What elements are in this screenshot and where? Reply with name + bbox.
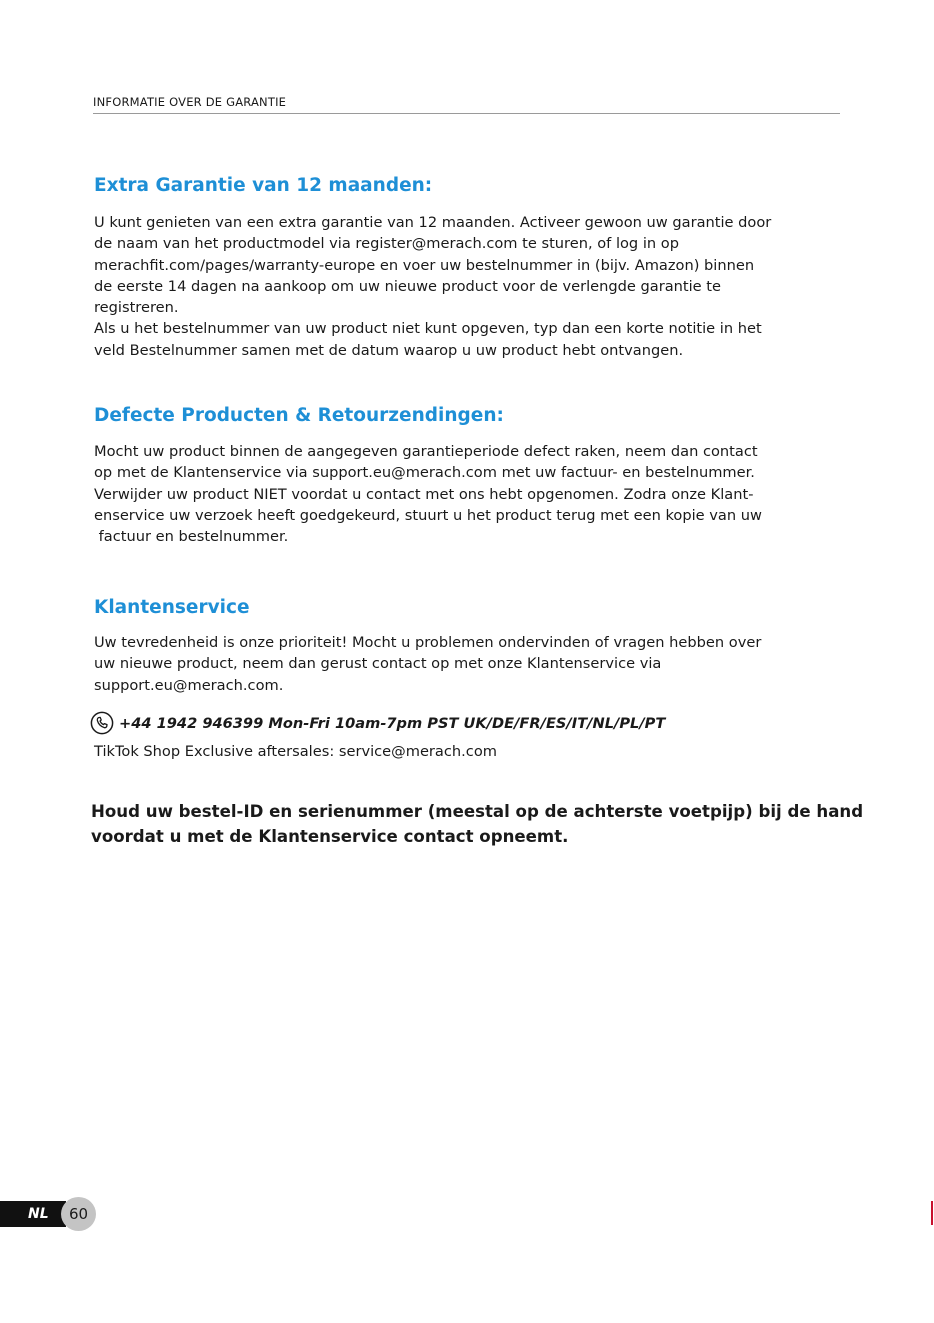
bold-notice [91,799,863,849]
paragraph-line: veld Bestelnummer samen met de datum waarop u uw product hebt ontvangen. [94,341,684,359]
header-title: INFORMATIE OVER DE GARANTIE [93,95,287,109]
footer-language-label: NL [28,1206,49,1222]
notice-line: Houd uw bestel-ID en serienummer (meestal op de achterste voetpijp) bij de hand [91,802,864,821]
paragraph-line: merachfit.com/pages/warranty-europe en voer uw bestelnummer in (bijv. Amazon) binnen [94,256,755,274]
paragraph-line: support.eu@merach.com. [94,676,284,694]
paragraph-line: registreren. [94,299,179,317]
section-heading-extra-warranty: Extra Garantie van 12 maanden: [94,175,433,196]
section-body-defects-returns [94,441,846,547]
paragraph-line: Als u het bestelnummer van uw product niet kunt opgeven, typ dan een korte notitie in het [94,320,762,338]
section-body-extra-warranty [94,212,846,361]
paragraph-line: Uw tevredenheid is onze prioriteit! Mocht u problemen ondervinden of vragen hebben over [94,634,762,651]
page-number-badge [61,1197,96,1231]
paragraph-line: de eerste 14 dagen na aankoop om uw nieuwe product voor de verlengde garantie te [94,277,721,295]
page-edge-mark [931,1201,933,1225]
paragraph-line: U kunt genieten van een extra garantie van 12 maanden. Activeer gewoon uw garantie door [94,214,772,231]
page-number: 60 [68,1205,89,1223]
section-body-customer-service [94,632,846,696]
notice-line: voordat u met de Klantenservice contact opneemt. [91,827,569,846]
phone-contact-row [90,711,665,735]
paragraph-line: op met de Klantenservice via support.eu@merach.com met uw factuur- en bestelnummer. [94,464,755,482]
tiktok-aftersales-text: TikTok Shop Exclusive aftersales: service@merach.com [94,743,497,760]
paragraph-line: Verwijder uw product NIET voordat u contact met ons hebt opgenomen. Zodra onze Klant- [94,485,754,503]
section-heading-customer-service: Klantenservice [94,597,250,618]
paragraph-line: factuur en bestelnummer. [94,528,289,546]
paragraph-line: Mocht uw product binnen de aangegeven garantieperiode defect raken, neem dan contact [94,443,758,460]
paragraph-line: enservice uw verzoek heeft goedgekeurd, stuurt u het product terug met een kopie van uw [94,506,762,524]
phone-number-text: +44 1942 946399 Mon-Fri 10am-7pm PST UK/DE/FR/ES/IT/NL/PL/PT [119,714,666,732]
section-heading-defects-returns: Defecte Producten & Retourzendingen: [94,405,504,426]
paragraph-line: uw nieuwe product, neem dan gerust contact op met onze Klantenservice via [94,655,662,673]
phone-icon [90,711,114,735]
header-divider [93,113,840,114]
paragraph-line: de naam van het productmodel via register@merach.com te sturen, of log in op [94,235,679,253]
